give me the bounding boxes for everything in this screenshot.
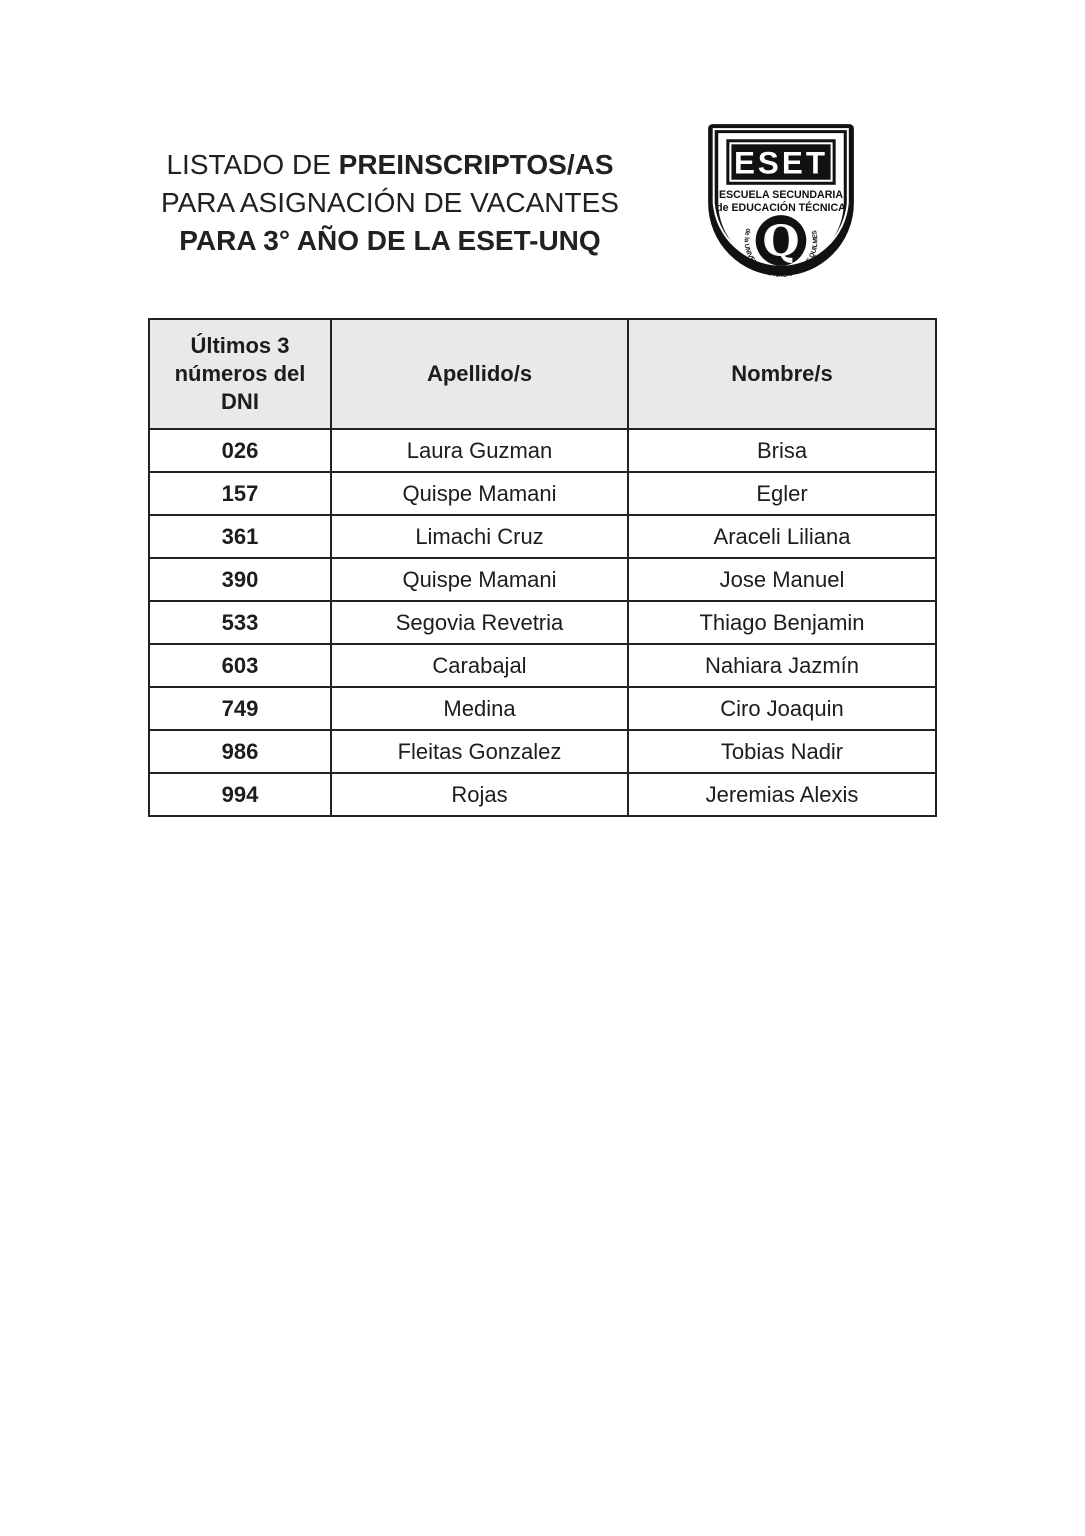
cell-dni: 157 xyxy=(149,472,331,515)
cell-nombre: Jeremias Alexis xyxy=(628,773,936,816)
cell-dni: 994 xyxy=(149,773,331,816)
cell-apellido: Laura Guzman xyxy=(331,429,628,472)
eset-unq-logo xyxy=(700,118,862,284)
table-row xyxy=(149,558,936,601)
cell-apellido: Quispe Mamani xyxy=(331,472,628,515)
cell-nombre: Araceli Liliana xyxy=(628,515,936,558)
cell-nombre: Brisa xyxy=(628,429,936,472)
table-header-row xyxy=(149,319,936,429)
document-title xyxy=(130,146,650,260)
cell-nombre: Nahiara Jazmín xyxy=(628,644,936,687)
cell-dni: 390 xyxy=(149,558,331,601)
cell-dni: 986 xyxy=(149,730,331,773)
cell-dni: 749 xyxy=(149,687,331,730)
title-line-1 xyxy=(130,146,650,184)
table-row xyxy=(149,687,936,730)
cell-apellido: Carabajal xyxy=(331,644,628,687)
cell-apellido: Fleitas Gonzalez xyxy=(331,730,628,773)
table-row xyxy=(149,472,936,515)
column-header-nombre: Nombre/s xyxy=(628,319,936,429)
table-body xyxy=(149,429,936,816)
cell-apellido: Medina xyxy=(331,687,628,730)
cell-dni: 361 xyxy=(149,515,331,558)
cell-apellido: Segovia Revetria xyxy=(331,601,628,644)
cell-nombre: Ciro Joaquin xyxy=(628,687,936,730)
cell-dni: 533 xyxy=(149,601,331,644)
eset-acronym: ESET xyxy=(733,145,829,181)
cell-apellido: Rojas xyxy=(331,773,628,816)
university-arc-textpath: de la UNIVERSIDAD NACIONAL DE QUILMES xyxy=(742,227,820,280)
table-row xyxy=(149,730,936,773)
shield-logo-svg xyxy=(700,118,862,284)
school-name-line1: ESCUELA SECUNDARIA xyxy=(719,188,843,201)
cell-dni: 026 xyxy=(149,429,331,472)
title-line-3: PARA 3° AÑO DE LA ESET-UNQ xyxy=(179,225,601,256)
table-row xyxy=(149,773,936,816)
cell-nombre: Thiago Benjamin xyxy=(628,601,936,644)
title-line-1-bold: PREINSCRIPTOS/AS xyxy=(338,149,614,180)
table-row xyxy=(149,515,936,558)
title-line-1-regular: LISTADO DE xyxy=(166,149,339,180)
title-line-2: PARA ASIGNACIÓN DE VACANTES xyxy=(161,187,619,218)
unq-monogram: Q xyxy=(762,216,800,267)
preinscriptos-table xyxy=(148,318,937,817)
cell-nombre: Jose Manuel xyxy=(628,558,936,601)
cell-apellido: Quispe Mamani xyxy=(331,558,628,601)
cell-nombre: Tobias Nadir xyxy=(628,730,936,773)
cell-apellido: Limachi Cruz xyxy=(331,515,628,558)
table-row xyxy=(149,644,936,687)
column-header-dni: Últimos 3 números del DNI xyxy=(149,319,331,429)
school-name-line2: de EDUCACIÓN TÉCNICA xyxy=(716,202,846,215)
table-row xyxy=(149,429,936,472)
table-header xyxy=(149,319,936,429)
cell-nombre: Egler xyxy=(628,472,936,515)
column-header-apellido: Apellido/s xyxy=(331,319,628,429)
table-row xyxy=(149,601,936,644)
cell-dni: 603 xyxy=(149,644,331,687)
